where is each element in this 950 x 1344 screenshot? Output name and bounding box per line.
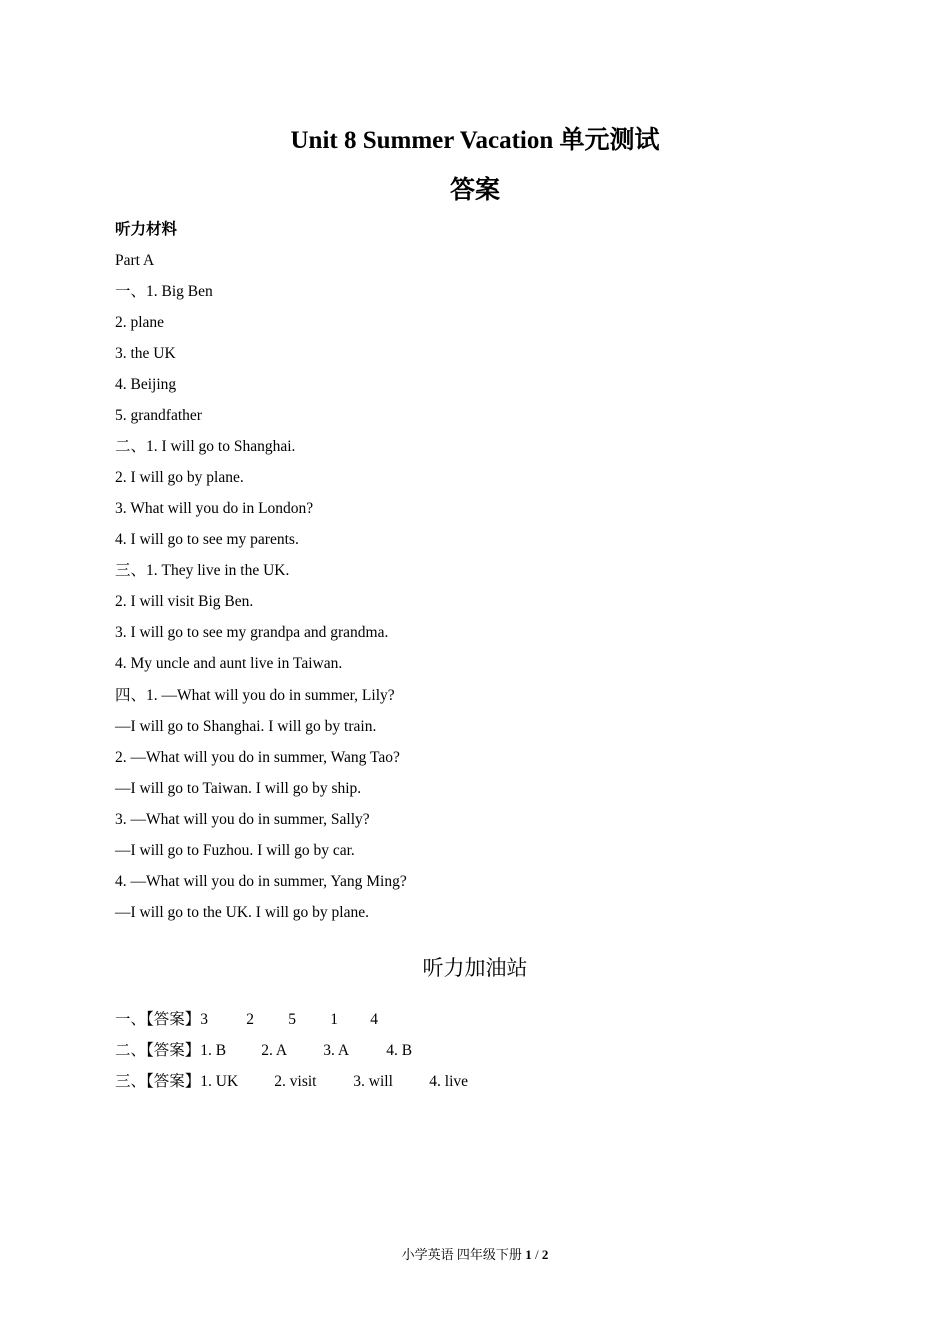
listening-heading: 听力材料	[115, 221, 178, 238]
script-line: 3. What will you do in London?	[115, 500, 314, 517]
answer-item: 4. live	[429, 1073, 469, 1090]
station-title: 听力加油站	[422, 956, 528, 980]
script-line: 3. the UK	[115, 345, 176, 362]
footer-text: 小学英语 四年级下册	[401, 1247, 522, 1262]
script-line: 2. I will go by plane.	[115, 469, 244, 486]
page-separator: /	[534, 1247, 539, 1262]
page-footer	[0, 1245, 950, 1265]
answer-item: 3. A	[323, 1042, 350, 1059]
script-line: 2. I will visit Big Ben.	[115, 593, 254, 610]
answer-item: 2	[246, 1011, 255, 1028]
script-line: 4. Beijing	[115, 376, 177, 393]
answer-item: 4. B	[386, 1042, 413, 1059]
answer-row	[115, 1071, 468, 1093]
answer-item: 1	[330, 1011, 339, 1028]
script-line: 4. I will go to see my parents.	[115, 531, 299, 548]
answer-prefix: 三、【答案】	[115, 1073, 201, 1090]
document-title: Unit 8 Summer Vacation 单元测试	[290, 127, 660, 154]
answer-prefix: 一、【答案】	[115, 1011, 201, 1028]
page-number: 1	[525, 1247, 532, 1262]
part-label: Part A	[115, 252, 155, 269]
script-line: 一、1. Big Ben	[115, 283, 213, 300]
answer-item: 5	[288, 1011, 297, 1028]
answer-prefix: 二、【答案】	[115, 1042, 201, 1059]
script-line: 4. My uncle and aunt live in Taiwan.	[115, 655, 343, 672]
answer-item: 1. UK	[200, 1073, 239, 1090]
script-line: 二、1. I will go to Shanghai.	[115, 438, 296, 455]
script-line: 3. —What will you do in summer, Sally?	[115, 811, 370, 828]
document-subtitle: 答案	[449, 177, 500, 204]
page-total: 2	[541, 1247, 549, 1262]
script-line: —I will go to the UK. I will go by plane.	[115, 904, 369, 921]
answer-row	[115, 1040, 412, 1062]
script-line: —I will go to Taiwan. I will go by ship.	[115, 780, 362, 797]
script-line: 5. grandfather	[115, 407, 202, 424]
answer-item: 4	[370, 1011, 379, 1028]
script-line: 2. —What will you do in summer, Wang Tao?	[115, 749, 400, 766]
answer-item: 2. visit	[274, 1073, 317, 1090]
script-line: 2. plane	[115, 314, 165, 331]
answer-row	[115, 1009, 378, 1031]
answer-item: 1. B	[200, 1042, 227, 1059]
script-line: 四、1. —What will you do in summer, Lily?	[115, 687, 395, 704]
answer-item: 3. will	[353, 1073, 393, 1090]
script-line: 三、1. They live in the UK.	[115, 562, 290, 579]
script-line: —I will go to Shanghai. I will go by train.	[115, 718, 377, 735]
script-line: 3. I will go to see my grandpa and grandma.	[115, 624, 389, 641]
answer-item: 3	[200, 1011, 209, 1028]
script-line: 4. —What will you do in summer, Yang Ming?	[115, 873, 407, 890]
script-line: —I will go to Fuzhou. I will go by car.	[115, 842, 355, 859]
answer-item: 2. A	[261, 1042, 288, 1059]
